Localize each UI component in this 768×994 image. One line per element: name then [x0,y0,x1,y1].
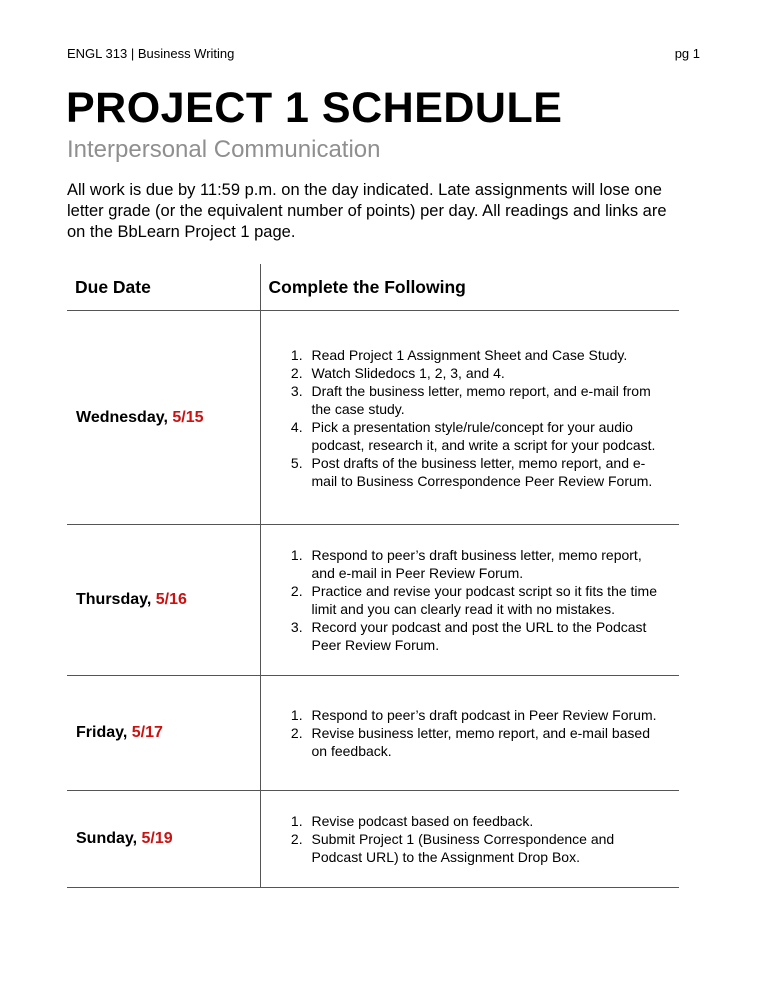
tasks-cell [260,676,679,791]
task-list [261,546,680,654]
task-item: 1. Respond to peer’s draft business letter, memo report, and e-mail in Peer Review Forum. [307,546,662,582]
due-date: 5/16 [155,591,187,608]
schedule-table [67,264,679,888]
task-item: 1. Respond to peer’s draft podcast in Peer Review Forum. [307,706,662,724]
task-item: 1. Read Project 1 Assignment Sheet and Case Study. [307,346,662,364]
schedule-row-friday [67,676,679,791]
column-header-due-date: Due Date [67,264,260,311]
task-list [261,812,680,866]
task-item: 3. Record your podcast and post the URL to the Podcast Peer Review Forum. [307,618,662,654]
due-date-cell [67,311,260,525]
page-title: PROJECT 1 SCHEDULE [66,84,563,132]
schedule-row-wednesday [67,311,679,525]
due-date-cell [67,791,260,888]
due-date-cell [67,676,260,791]
due-day: Sunday, [76,830,138,847]
due-day: Friday, [76,724,128,741]
tasks-cell [260,791,679,888]
due-date-cell [67,525,260,676]
task-item: 5. Post drafts of the business letter, memo report, and e-mail to Business Correspondence Peer Review Forum. [307,454,662,490]
due-day: Thursday, [76,591,152,608]
tasks-cell [260,525,679,676]
tasks-cell [260,311,679,525]
task-item: 2. Revise business letter, memo report, and e-mail based on feedback. [307,724,662,760]
due-date: 5/19 [141,830,173,847]
task-item: 2. Submit Project 1 (Business Correspondence and Podcast URL) to the Assignment Drop Box. [307,830,662,866]
due-date: 5/17 [131,724,163,741]
page-subtitle: Interpersonal Communication [67,136,381,163]
task-item: 4. Pick a presentation style/rule/concept for your audio podcast, research it, and write a script for your podcast. [307,418,662,454]
column-header-tasks: Complete the Following [260,264,679,311]
intro-paragraph: All work is due by 11:59 p.m. on the day indicated. Late assignments will lose one letter grade (or the equivalent number of points) per day. All readings and links are on the BbLearn Project 1 page. [67,181,667,241]
task-list [261,346,680,490]
task-item: 2. Watch Slidedocs 1, 2, 3, and 4. [307,364,662,382]
schedule-row-sunday [67,791,679,888]
task-item: 3. Draft the business letter, memo report, and e-mail from the case study. [307,382,662,418]
page-number: pg 1 [674,46,700,61]
table-header-row [67,264,679,311]
task-item: 2. Practice and revise your podcast script so it fits the time limit and you can clearly read it with no mistakes. [307,582,662,618]
course-header: ENGL 313 | Business Writing [67,46,235,61]
due-day: Wednesday, [76,408,168,426]
task-list [261,706,680,760]
due-date: 5/15 [172,408,204,426]
task-item: 1. Revise podcast based on feedback. [307,812,662,830]
schedule-row-thursday [67,525,679,676]
